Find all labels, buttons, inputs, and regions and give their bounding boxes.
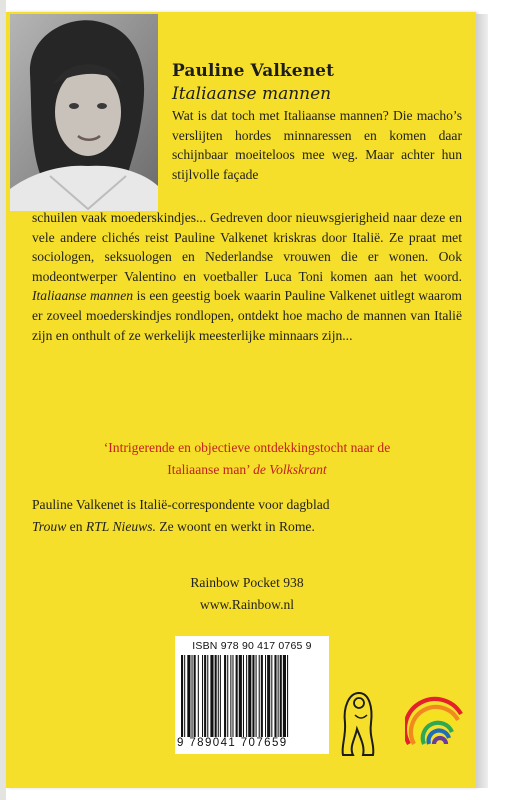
- barcode-bar: [210, 655, 213, 737]
- barcode-bar: [204, 655, 206, 737]
- figure-logo-icon: [337, 689, 381, 761]
- bio-newspaper: Trouw: [32, 519, 67, 534]
- barcode-bar: [184, 655, 185, 737]
- barcode-bar: [198, 655, 199, 737]
- barcode-bar: [261, 655, 263, 737]
- blurb-body-part2: is een geestig boek waarin Pauline Valkenet uitlegt waarom er zoveel moederskindjes rondlopen, ontdekt hoe macho de mannen van Italië zijn en onthult of ze werkelijk meesterlijke minnaars zijn...: [32, 288, 462, 343]
- quote-line-2: Italiaanse man’: [167, 462, 254, 477]
- ean-digits: 9 789041 707659: [177, 737, 288, 749]
- barcode-bar: [187, 655, 190, 737]
- barcode-bar: [274, 655, 276, 737]
- barcode-bar: [259, 655, 260, 737]
- blurb-body: [32, 208, 462, 345]
- quote-line-1: ‘Intrigerende en objectieve ontdekkingstocht naar de: [103, 440, 391, 455]
- barcode-bar: [278, 655, 279, 737]
- rainbow-logo-icon: [405, 694, 463, 746]
- barcode-bar: [287, 655, 288, 737]
- barcode-bar: [265, 655, 266, 737]
- bio-conjunction: en: [66, 519, 86, 534]
- barcode-bar: [215, 655, 217, 737]
- barcode-bar: [239, 655, 242, 737]
- barcode-bar: [252, 655, 254, 737]
- barcode-bar: [271, 655, 272, 737]
- barcode-bar: [207, 655, 208, 737]
- barcode-bar: [230, 655, 231, 737]
- barcode-bar: [267, 655, 270, 737]
- isbn-number: ISBN 978 90 417 0765 9: [192, 640, 312, 652]
- barcode-bar: [218, 655, 219, 737]
- barcode-bar: [232, 655, 233, 737]
- barcode-bar: [224, 655, 226, 737]
- barcode-bar: [248, 655, 251, 737]
- blurb-body-part1: schuilen vaak moederskindjes... Gedreven door nieuwsgierigheid naar deze en vele andere clichés reist Pauline Valkenet kriskras door Italië. Ze praat met sociologen, seksuologen en Nederlandse vrouwen die er wonen. Ook modeontwerper Valentino en voetballer Luca Toni komen aan het woord.: [32, 210, 462, 284]
- barcode-bar: [220, 655, 221, 737]
- barcode-bar: [181, 655, 183, 737]
- author-bio: [32, 494, 462, 538]
- author-name: Pauline Valkenet: [172, 61, 335, 81]
- blurb-intro: Wat is dat toch met Italiaanse mannen? Die macho’s verslijten hordes minnaressen en komen daar schijnbaar moeiteloos mee weg. Maar achter hun stijlvolle façade: [172, 108, 462, 182]
- barcode-bar: [194, 655, 196, 737]
- press-quote: [32, 437, 462, 481]
- bio-line-1: Pauline Valkenet is Italië-correspondente voor dagblad: [32, 497, 330, 512]
- barcode-panel: [175, 636, 329, 754]
- barcode-bar: [246, 655, 247, 737]
- barcode-bar: [202, 655, 203, 737]
- barcode-bar: [283, 655, 286, 737]
- bio-line-2: Ze woont en werkt in Rome.: [155, 519, 315, 534]
- page-edge: [476, 14, 488, 788]
- blurb-body-title: Italiaanse mannen: [32, 288, 134, 304]
- barcode-bar: [227, 655, 228, 737]
- publisher-website: www.Rainbow.nl: [199, 597, 295, 612]
- barcode-bar: [243, 655, 244, 737]
- barcode-bar: [192, 655, 193, 737]
- bio-broadcaster: RTL Nieuws.: [85, 519, 156, 534]
- barcode-bar: [256, 655, 257, 737]
- barcode-bar: [236, 655, 238, 737]
- book-title: Italiaanse mannen: [172, 84, 332, 104]
- series-label: Rainbow Pocket 938: [190, 575, 304, 590]
- author-photo: [10, 14, 158, 211]
- quote-source: de Volkskrant: [253, 462, 327, 477]
- barcode-bar: [280, 655, 282, 737]
- barcode-icon: [181, 655, 323, 737]
- author-portrait-icon: [10, 14, 158, 211]
- series-info: [32, 572, 462, 616]
